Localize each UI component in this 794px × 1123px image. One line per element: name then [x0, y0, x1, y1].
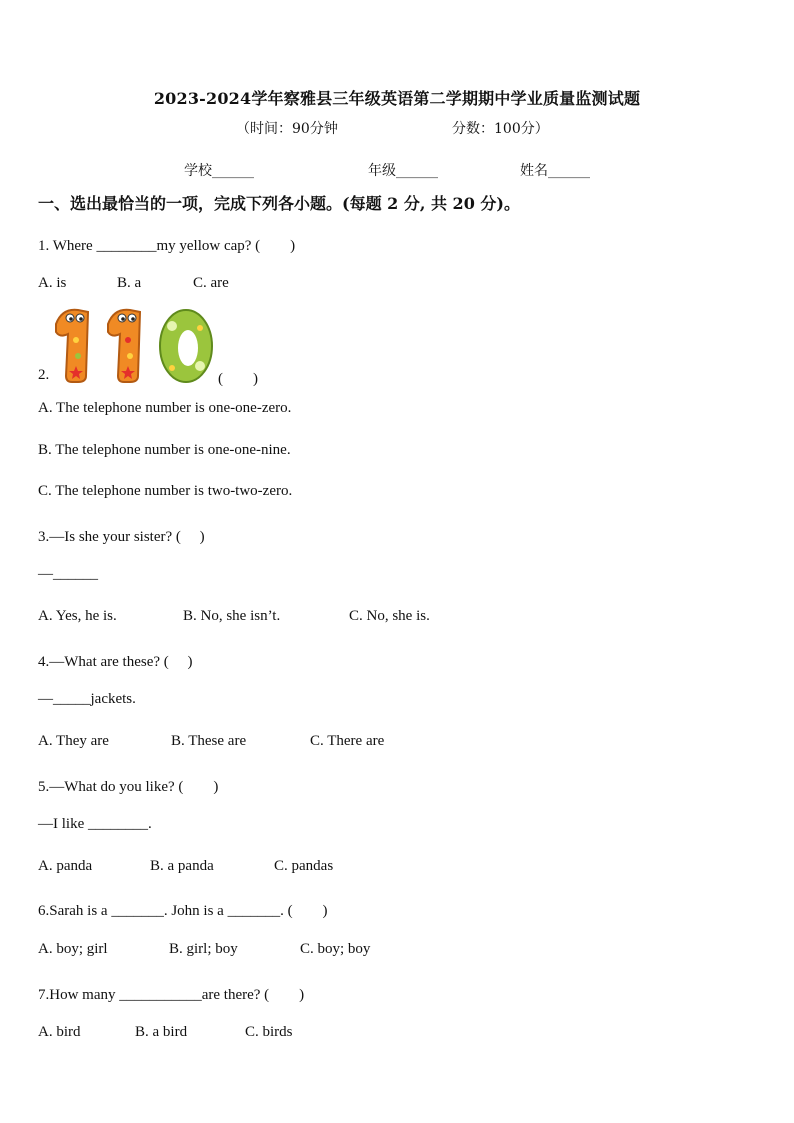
question-6-stem: 6.Sarah is a _______. John is a _______. ( )	[38, 903, 328, 919]
q6-option-c: C. boy; boy	[300, 941, 371, 957]
digit-one-first	[56, 310, 88, 382]
school-field: 学校______	[184, 163, 254, 179]
question-4-stem: 4.—What are these? ( )	[38, 654, 193, 670]
digit-zero	[160, 310, 212, 382]
question-2-blank: ( )	[218, 371, 258, 387]
q1-option-c: C. are	[193, 275, 229, 291]
digit-one-second	[108, 310, 140, 382]
q7-option-c: C. birds	[245, 1024, 293, 1040]
page-title: 2023-2024学年察雅县三年级英语第二学期期中学业质量监测试题	[153, 89, 641, 108]
q4-option-c: C. There are	[310, 733, 385, 749]
q5-option-a: A. panda	[38, 858, 93, 874]
question-5-answer: —I like ________.	[38, 816, 152, 832]
question-1-stem: 1. Where ________my yellow cap? ( )	[38, 238, 296, 254]
name-field: 姓名______	[520, 163, 590, 179]
number-110-image	[50, 304, 216, 384]
q2-option-b: B. The telephone number is one-one-nine.	[38, 442, 291, 458]
q3-option-a: A. Yes, he is.	[38, 608, 117, 624]
q7-option-b: B. a bird	[135, 1024, 188, 1040]
q3-option-b: B. No, she isn’t.	[183, 608, 281, 624]
q1-option-a: A. is	[38, 275, 67, 291]
grade-field: 年级______	[368, 163, 438, 179]
question-4-answer: —_____jackets.	[38, 691, 136, 707]
q1-option-b: B. a	[117, 275, 142, 291]
q2-option-c: C. The telephone number is two-two-zero.	[38, 483, 293, 499]
exam-time: （时间：90分钟	[236, 121, 338, 137]
question-2-number: 2.	[38, 367, 50, 383]
exam-score: 分数：100分）	[452, 121, 549, 137]
question-5-stem: 5.—What do you like? ( )	[38, 779, 219, 795]
q5-option-c: C. pandas	[274, 858, 334, 874]
q6-option-b: B. girl; boy	[169, 941, 238, 957]
question-7-stem: 7.How many ___________are there? ( )	[38, 987, 305, 1003]
q6-option-a: A. boy; girl	[38, 941, 108, 957]
q5-option-b: B. a panda	[150, 858, 214, 874]
section-heading: 一、选出最恰当的一项，完成下列各小题。(每题 2 分, 共 20 分)。	[38, 194, 520, 213]
q2-option-a: A. The telephone number is one-one-zero.	[38, 400, 292, 416]
q7-option-a: A. bird	[38, 1024, 81, 1040]
question-3-stem: 3.—Is she your sister? ( )	[38, 529, 205, 545]
question-3-answer: —______	[38, 566, 98, 582]
q4-option-b: B. These are	[171, 733, 247, 749]
q3-option-c: C. No, she is.	[349, 608, 430, 624]
q4-option-a: A. They are	[38, 733, 109, 749]
